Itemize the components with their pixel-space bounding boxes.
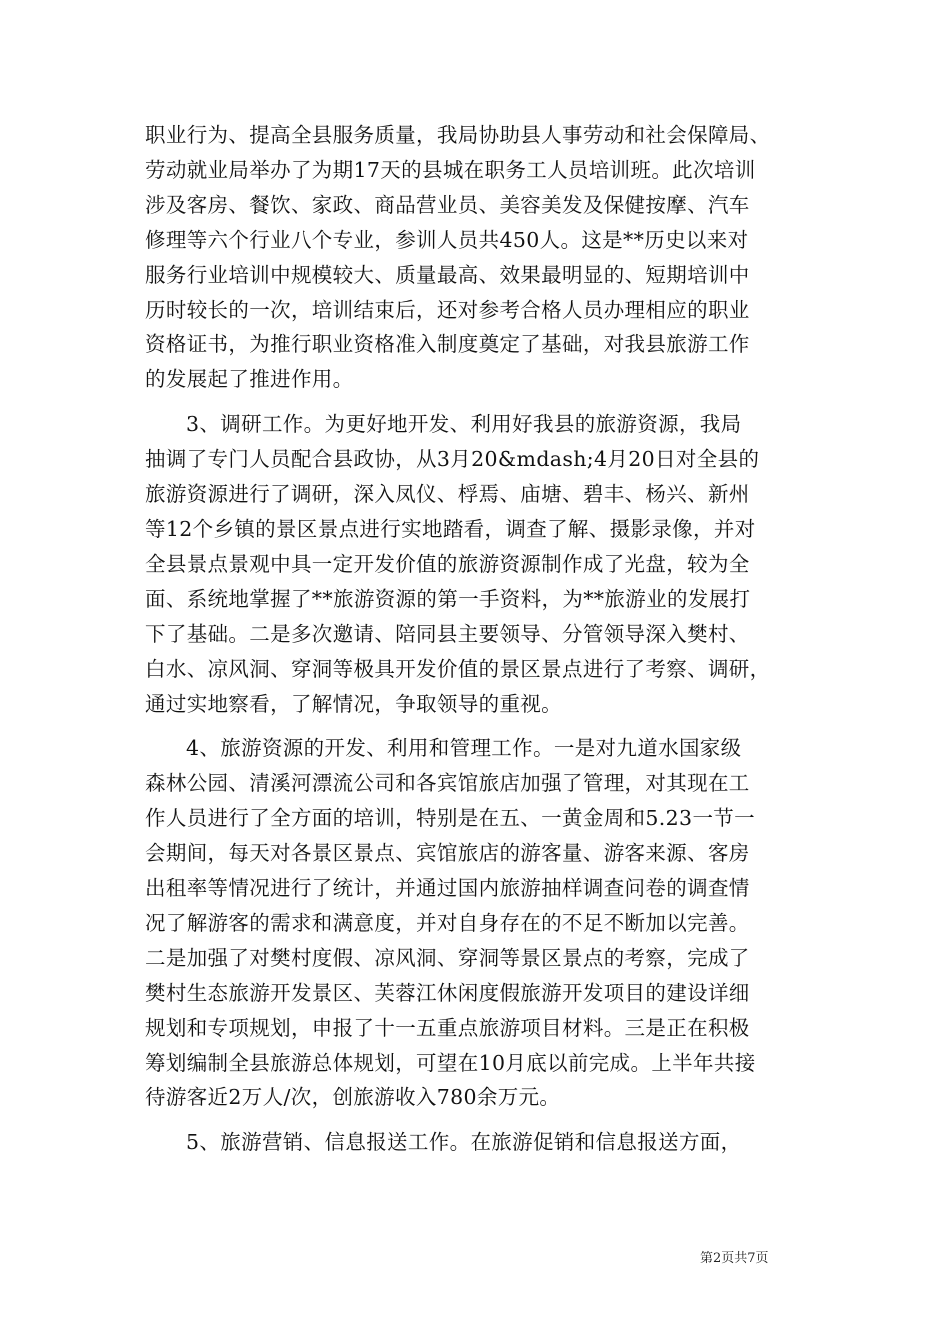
text-line: 劳动就业局举办了为期17天的县城在职务工人员培训班。此次培训 — [145, 157, 756, 182]
paragraph-gap — [145, 1115, 810, 1125]
page-number: 第2页共7页 — [700, 1251, 769, 1266]
text-line: 的发展起了推进作用。 — [145, 367, 354, 392]
text-line: 等12个乡镇的景区景点进行实地踏看，调查了解、摄影录像，并对 — [145, 516, 756, 541]
paragraph — [145, 407, 810, 721]
text-line: 况了解游客的需求和满意度，并对自身存在的不足不断加以完善。 — [145, 910, 750, 935]
text-line: 抽调了专门人员配合县政协，从3月20&mdash;4月20日对全县的 — [145, 447, 760, 472]
text-line: 服务行业培训中规模较大、质量最高、效果最明显的、短期培训中 — [145, 262, 750, 287]
text-line: 职业行为、提高全县服务质量，我局协助县人事劳动和社会保障局、 — [145, 123, 771, 147]
document-body — [145, 118, 810, 1160]
text-line: 筹划编制全县旅游总体规划，可望在10月底以前完成。上半年共接 — [145, 1050, 756, 1075]
text-line: 4、旅游资源的开发、利用和管理工作。一是对九道水国家级 — [186, 736, 742, 761]
text-line: 修理等六个行业八个专业，参训人员共450人。这是**历史以来对 — [145, 227, 749, 252]
text-line: 全县景点景观中具一定开发价值的旅游资源制作成了光盘，较为全 — [145, 551, 750, 576]
text-line: 待游客近2万人/次，创旅游收入780余万元。 — [145, 1085, 561, 1110]
text-line: 作人员进行了全方面的培训，特别是在五、一黄金周和5.23一节一 — [145, 806, 755, 831]
text-line: 资格证书，为推行职业资格准入制度奠定了基础，对我县旅游工作 — [145, 332, 750, 357]
text-line: 历时较长的一次，培训结束后，还对参考合格人员办理相应的职业 — [145, 297, 750, 322]
text-line: 规划和专项规划，申报了十一五重点旅游项目材料。三是正在积极 — [145, 1015, 750, 1040]
paragraph-gap — [145, 397, 810, 407]
text-line: 5、旅游营销、信息报送工作。在旅游促销和信息报送方面， — [186, 1130, 742, 1155]
text-line: 面、系统地掌握了**旅游资源的第一手资料，为**旅游业的发展打 — [145, 586, 751, 611]
text-line: 旅游资源进行了调研，深入凤仪、桴焉、庙塘、碧丰、杨兴、新州 — [145, 482, 750, 507]
paragraph — [145, 1125, 810, 1160]
text-line: 二是加强了对樊村度假、凉风洞、穿洞等景区景点的考察，完成了 — [145, 945, 750, 970]
text-line: 涉及客房、餐饮、家政、商品营业员、美容美发及保健按摩、汽车 — [145, 192, 750, 217]
text-line: 下了基础。二是多次邀请、陪同县主要领导、分管领导深入樊村、 — [145, 621, 750, 646]
paragraph — [145, 118, 810, 397]
text-line: 樊村生态旅游开发景区、芙蓉江休闲度假旅游开发项目的建设详细 — [145, 980, 750, 1005]
text-line: 出租率等情况进行了统计，并通过国内旅游抽样调查问卷的调查情 — [145, 876, 750, 901]
paragraph — [145, 731, 810, 1115]
text-line: 会期间，每天对各景区景点、宾馆旅店的游客量、游客来源、客房 — [145, 841, 750, 866]
text-line: 森林公园、清溪河漂流公司和各宾馆旅店加强了管理，对其现在工 — [145, 771, 750, 796]
text-line: 白水、凉风洞、穿洞等极具开发价值的景区景点进行了考察、调研， — [145, 656, 771, 681]
paragraph-gap — [145, 721, 810, 731]
text-line: 通过实地察看，了解情况，争取领导的重视。 — [145, 691, 562, 716]
text-line: 3、调研工作。为更好地开发、利用好我县的旅游资源，我局 — [186, 412, 742, 437]
